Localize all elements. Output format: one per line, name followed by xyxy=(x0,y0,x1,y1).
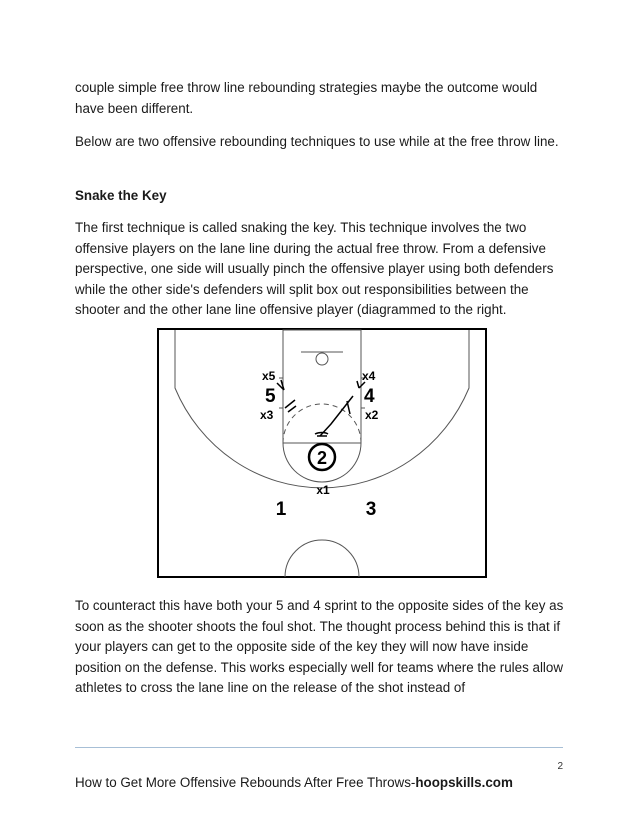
label-x5: x5 xyxy=(262,369,276,383)
label-player-2: 2 xyxy=(316,448,328,468)
label-player-1: 1 xyxy=(275,499,287,520)
label-x4: x4 xyxy=(362,369,376,383)
below-paragraph: Below are two offensive rebounding techniques to use while at the free throw line. xyxy=(75,134,559,149)
footer-divider xyxy=(75,747,563,748)
label-x2: x2 xyxy=(365,408,379,422)
label-x3: x3 xyxy=(260,408,274,422)
first-technique-paragraph: The first technique is called snaking the key. This technique involves the two offensive players on the lane line during the actual free throw. From a defensive perspective, one side will usually pinch the offensive player using both defenders while the other side's defenders will split box out responsibilities between the shooter and the other lane line offensive player (diagrammed to the right. xyxy=(75,220,554,317)
section-heading: Snake the Key xyxy=(75,188,167,203)
label-player-5: 5 xyxy=(265,386,276,407)
label-player-4: 4 xyxy=(364,386,375,407)
label-x1: x1 xyxy=(316,483,330,497)
footer xyxy=(75,775,575,790)
label-player-3: 3 xyxy=(365,499,377,520)
intro-continued-paragraph: couple simple free throw line rebounding strategies maybe the outcome would have been different. xyxy=(75,80,538,116)
page-number: 2 xyxy=(557,761,563,772)
counteract-paragraph: To counteract this have both your 5 and 4 sprint to the opposite sides of the key as soon as the shooter shoots the foul shot. The thought process behind this is that if your players can get to the opposite side of the key they will now have inside position on the defense. This works especially well for teams where the rules allow athletes to cross the lane line on the release of the shot instead of xyxy=(75,598,564,695)
court-diagram xyxy=(157,328,487,578)
footer-site: hoopskills.com xyxy=(415,775,513,790)
footer-title: How to Get More Offensive Rebounds After Free Throws- xyxy=(75,775,416,790)
